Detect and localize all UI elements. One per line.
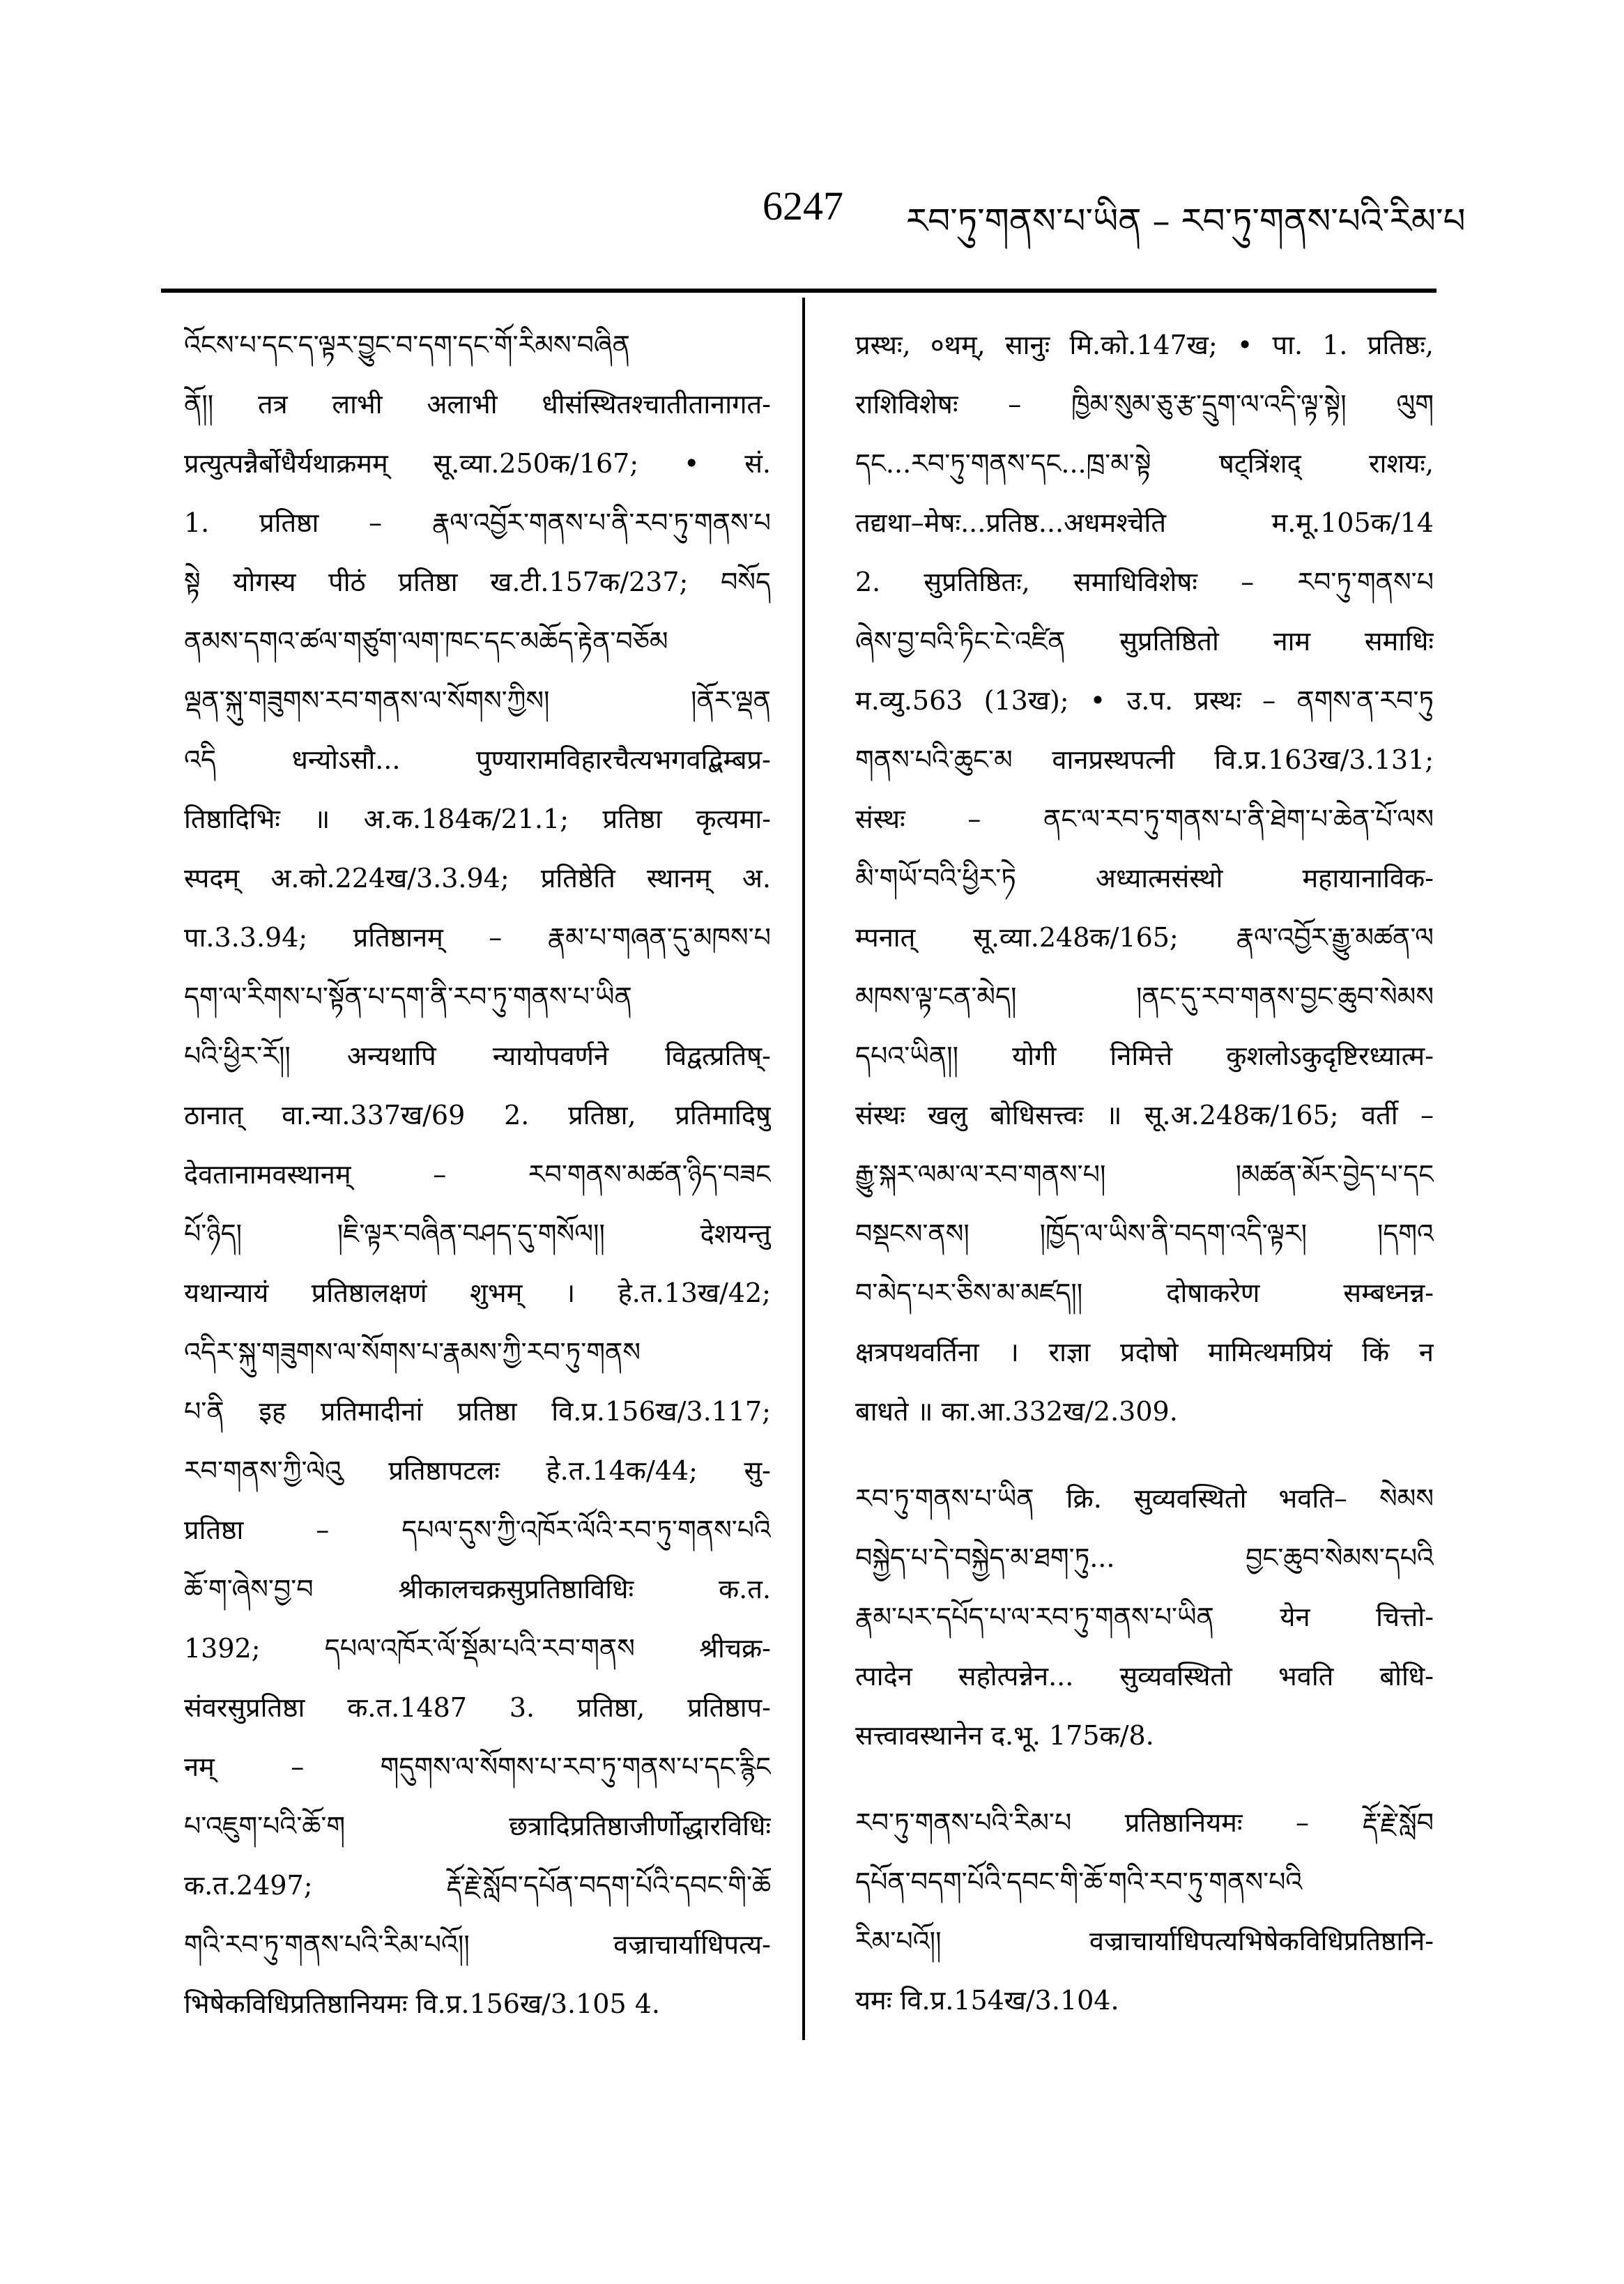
text-line: མཁས་ལྟ་ངན་མེད། །ནང་དུ་རབ་གནས་བྱང་ཆུབ་སེམས [855, 981, 1434, 1012]
page-number: 6247 [763, 183, 843, 229]
text-line: དག་ལ་རིགས་པ་སྟོན་པ་དག་ནི་རབ་ཏུ་གནས་པ་ཡིན [184, 981, 632, 1012]
text-line: देवतानामवस्थानम् – རབ་གནས་མཚན་ཉིད་བཟང [184, 1159, 771, 1190]
text-line: बाधते ॥ का.आ.332ख/2.309. [855, 1396, 1178, 1427]
header-rule [161, 289, 1437, 293]
text-line: རབ་ཏུ་གནས་པ་ཡིན क्रि. सुव्यवस्थितो भवति– སེམས [855, 1483, 1434, 1514]
text-line: प्रत्युत्पन्नैर्बोधैर्यथाक्रमम् सू.व्या.250क/167; • सं. [184, 448, 771, 479]
text-line: पा.3.3.94; प्रतिष्ठानम् – རྣམ་པ་གཞན་དུ་མཁས་པ [184, 922, 771, 953]
text-line: དང...རབ་ཏུ་གནས་དང...ཁྲ་མ་སྟེ षट्त्रिंशद् राशयः, [855, 448, 1434, 479]
text-line: རིམ་པའོ།། वज्राचार्याधिपत्यभिषेकविधिप्रतिष्ठानि- [855, 1926, 1434, 1956]
text-line: 1. प्रतिष्ठा – རྣལ་འབྱོར་གནས་པ་ནི་རབ་ཏུ་གནས་པ [184, 507, 771, 538]
text-line: སྟེ योगस्य पीठं प्रतिष्ठा ख.टी.157क/237; བསོད [184, 567, 771, 597]
text-line: ठानात् वा.न्या.337ख/69 2. प्रतिष्ठा, प्रतिमादिषु [184, 1100, 771, 1130]
text-line: प्रस्थः, ०थम्, सानुः मि.को.147ख; • पा. 1. प्रतिष्ठः, [855, 330, 1434, 360]
text-line: གནས་པའི་ཆུང་མ वानप्रस्थपत्नी वि.प्र.163ख/3.131; [855, 744, 1434, 775]
text-line: པོ་ཉིད། །ཇི་ལྟར་བཞིན་བཤད་དུ་གསོལ།། देशयन्तु [184, 1218, 771, 1249]
running-head: རབ་ཏུ་གནས་པ་ཡིན – རབ་ཏུ་གནས་པའི་རིམ་པ [906, 201, 1466, 241]
text-line: यमः वि.प्र.154ख/3.104. [855, 1985, 1119, 2016]
text-line: संवरसुप्रतिष्ठा क.त.1487 3. प्रतिष्ठा, प्रतिष्ठाप- [184, 1692, 771, 1723]
text-line: ནོ།། तत्र लाभी अलाभी धीसंस्थितश्चातीतानागत- [184, 389, 771, 420]
text-line: བ་མེད་པར་ཅིས་མ་མཛད།། दोषाकरेण सम्बध्नन्न- [855, 1278, 1434, 1308]
text-line: པ་འཇུག་པའི་ཆོ་ག छत्रादिप्रतिष्ठाजीर्णोद्धारविधिः [184, 1811, 771, 1841]
text-line: པ་ནི इह प्रतिमादीनां प्रतिष्ठा वि.प्र.156ख/3.117; [184, 1396, 771, 1427]
text-line: བསྐྱེད་པ་དེ་བསྐྱེད་མ་ཐག་ཏུ... བྱང་ཆུབ་སེམས་དཔའི [855, 1542, 1434, 1573]
text-line: संस्थः खलु बोधिसत्त्वः ॥ सू.अ.248क/165; वर्ती – [855, 1100, 1434, 1130]
text-line: म्पनात् सू.व्या.248क/165; རྣལ་འབྱོར་རྒྱུ་མཚན་ལ [855, 922, 1434, 953]
text-line: ཞེས་བྱ་བའི་ཏིང་ངེ་འཛིན सुप्रतिष्ठितो नाम समाधिः [855, 626, 1434, 657]
text-line: राशिविशेषः – ཁྱིམ་སུམ་ཅུ་རྩ་དྲུག་ལ་འདི་ལྟ་སྟེ། ལུག [855, 389, 1434, 420]
text-line: तद्यथा–मेषः...प्रतिष्ठ...अधमश्चेति म.मू.105क/14 [855, 507, 1434, 538]
text-line: यथान्यायं प्रतिष्ठालक्षणं शुभम् । हे.त.13ख/42; [184, 1278, 771, 1308]
text-line: तिष्ठादिभिः ॥ अ.क.184क/21.1; प्रतिष्ठा कृत्यमा- [184, 804, 771, 834]
text-line: འོངས་པ་དང་ད་ལྟར་བྱུང་བ་དག་དང་གོ་རིམས་བཞིན [184, 330, 630, 360]
text-line: པའི་ཕྱིར་རོ།། अन्यथापि न्यायोपवर्णने विद्वत्प्रतिष्- [184, 1041, 771, 1071]
text-line: म.व्यु.563 (13ख); • उ.प. प्रस्थः – ནགས་ན་རབ་ཏུ [855, 685, 1434, 716]
text-line: क.त.2497; རྡོ་རྗེ་སློབ་དཔོན་བདག་པོའི་དབང་གི་ཆོ [184, 1870, 771, 1901]
text-line: क्षत्रपथवर्तिना । राज्ञा प्रदोषो मामित्थमप्रियं किं न [855, 1337, 1434, 1367]
text-line: རབ་ཏུ་གནས་པའི་རིམ་པ प्रतिष्ठानियमः – རྡོ་རྗེ་སློབ [855, 1807, 1434, 1838]
text-line: མི་གཡོ་བའི་ཕྱིར་ཏེ अध्यात्मसंस्थो महायानाविक- [855, 863, 1434, 894]
text-line: भिषेकविधिप्रतिष्ठानियमः वि.प्र.156ख/3.105 4. [184, 1988, 660, 2019]
text-line: स्पदम् अ.को.224ख/3.3.94; प्रतिष्ठेति स्थानम् अ. [184, 863, 771, 894]
text-line: सत्त्वावस्थानेन द.भू. 175क/8. [855, 1720, 1154, 1751]
text-line: འདི धन्योऽसौ... पुण्यारामविहारचैत्यभगवद्बिम्बप्र- [184, 744, 771, 775]
text-line: རྒྱུ་སྐར་ལམ་ལ་རབ་གནས་པ། །མཚན་མོར་བྱེད་པ་དང [855, 1159, 1434, 1190]
text-line: 1392; དཔལ་འཁོར་ལོ་སྡོམ་པའི་རབ་གནས श्रीचक्र- [184, 1633, 771, 1664]
text-line: ནམས་དགའ་ཚལ་གཙུག་ལག་ཁང་དང་མཆོད་རྟེན་བཅོམ [184, 626, 668, 657]
text-line: དཔའ་ཡིན།། योगी निमित्ते कुशलोऽकुदृष्टिरध्यात्म- [855, 1041, 1434, 1071]
text-line: नम् – གདུགས་ལ་སོགས་པ་རབ་ཏུ་གནས་པ་དང་རྙིང [184, 1752, 771, 1782]
text-line: རྣམ་པར་དཔོད་པ་ལ་རབ་ཏུ་གནས་པ་ཡིན येन चित्तो- [855, 1602, 1434, 1632]
text-line: 2. सुप्रतिष्ठितः, समाधिविशेषः – རབ་ཏུ་གནས་པ [855, 567, 1434, 597]
text-line: ཆོ་ག་ཞེས་བྱ་བ श्रीकालचक्रसुप्रतिष्ठाविधिः क.त. [184, 1574, 771, 1604]
text-line: ལྡན་སྐུ་གཟུགས་རབ་གནས་ལ་སོགས་ཀྱིས། །ནོར་ལྡན [184, 685, 771, 716]
text-line: त्पादेन सहोत्पन्नेन... सुव्यवस्थितो भवति बोधि- [855, 1661, 1434, 1692]
column-divider [802, 298, 805, 2040]
text-line: प्रतिष्ठा – དཔལ་དུས་ཀྱི་འཁོར་ལོའི་རབ་ཏུ་གནས་པའི [184, 1515, 771, 1545]
text-line: གའི་རབ་ཏུ་གནས་པའི་རིམ་པའོ།། वज्राचार्याधिपत्य- [184, 1929, 771, 1960]
text-line: འདིར་སྐུ་གཟུགས་ལ་སོགས་པ་རྣམས་ཀྱི་རབ་ཏུ་གནས [184, 1337, 641, 1367]
text-line: དཔོན་བདག་པོའི་དབང་གི་ཆོ་གའི་རབ་ཏུ་གནས་པའི [855, 1867, 1303, 1897]
text-line: བསྡངས་ནས། །ཁྱོད་ལ་ཡིས་ནི་བདག་འདི་ལྟར། །དགའ [855, 1218, 1434, 1249]
text-line: རབ་གནས་ཀྱི་ལེའུ प्रतिष्ठापटलः हे.त.14क/44; सु- [184, 1455, 771, 1486]
text-line: संस्थः – ནང་ལ་རབ་ཏུ་གནས་པ་ནི་ཐེག་པ་ཆེན་པོ་ལས [855, 804, 1434, 834]
